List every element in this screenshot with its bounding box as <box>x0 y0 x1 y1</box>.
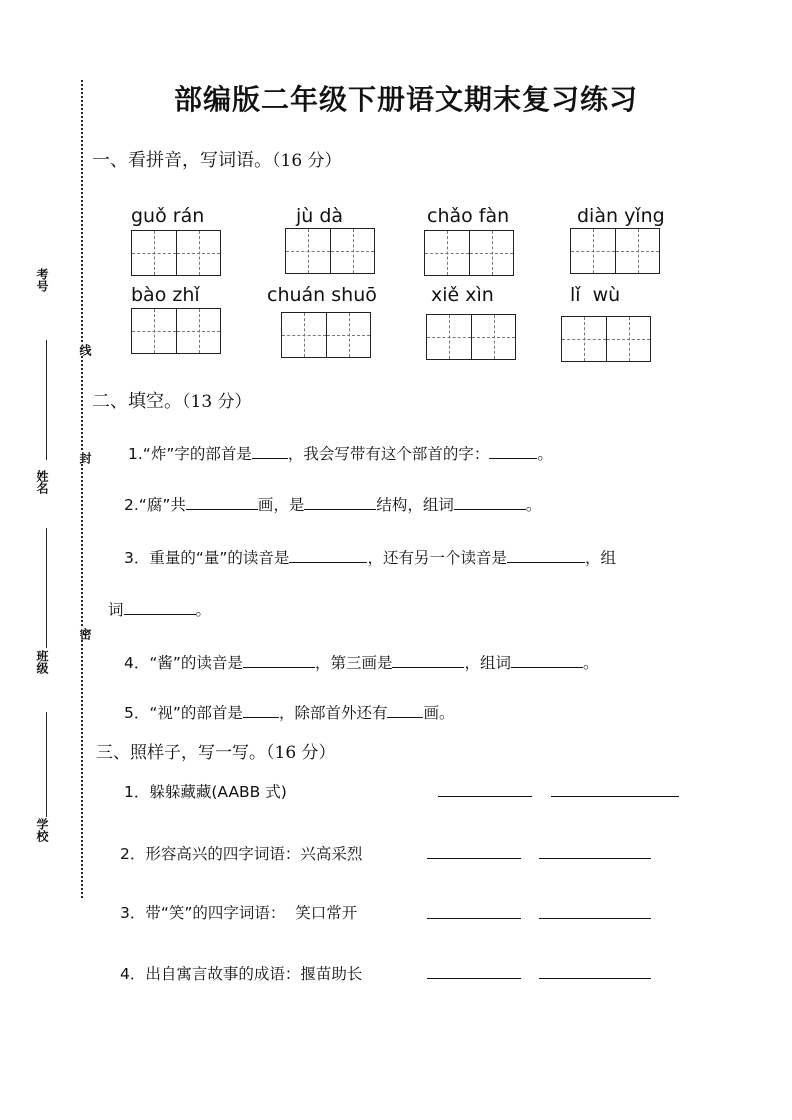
label-mi: 密 <box>78 628 92 640</box>
question-2-3 <box>124 546 616 568</box>
s3-item-3-label: 3．带“笑”的四字词语： 笑口常开 <box>120 904 358 922</box>
writing-grid-3[interactable] <box>424 230 514 276</box>
page-title: 部编版二年级下册语文期末复习练习 <box>173 83 638 116</box>
writing-grid-1[interactable] <box>131 230 221 276</box>
pinyin-baozhi: bào zhǐ <box>131 284 200 306</box>
section2-score: （13 分） <box>182 392 252 412</box>
label-xuexiao: 学校 <box>35 818 49 842</box>
xingming-fill-line <box>46 528 47 648</box>
question-2-4 <box>124 651 598 673</box>
q2-2-blank-3[interactable] <box>454 495 526 510</box>
q2-4-text-b: ，第三画是 <box>314 654 393 672</box>
q2-4-blank-1[interactable] <box>243 653 315 668</box>
s3-item-2-label: 2．形容高兴的四字词语：兴高采烈 <box>120 845 363 863</box>
q2-5-blank-1[interactable] <box>243 703 279 718</box>
label-xian: 线 <box>78 344 92 356</box>
section2-heading <box>92 387 252 413</box>
q2-3-blank-2[interactable] <box>507 548 585 563</box>
banji-fill-line <box>46 712 47 817</box>
q2-5-blank-2[interactable] <box>387 703 423 718</box>
writing-grid-4[interactable] <box>570 228 660 274</box>
section3-score: （16 分） <box>266 743 336 763</box>
s3-item-4-blank-2[interactable] <box>539 978 651 979</box>
s3-item-4-blank-1[interactable] <box>427 978 521 979</box>
pinyin-xiexin: xiě xìn <box>431 284 494 306</box>
q2-1-blank-1[interactable] <box>252 444 288 459</box>
q2-2-blank-2[interactable] <box>304 495 376 510</box>
writing-grid-5[interactable] <box>131 308 221 354</box>
q2-5-text-c: 画。 <box>423 704 455 722</box>
q2-4-blank-2[interactable] <box>392 653 464 668</box>
q2-2-blank-1[interactable] <box>186 495 258 510</box>
s3-item-2-blank-2[interactable] <box>539 858 651 859</box>
section3-heading <box>96 738 336 763</box>
pinyin-chaofan: chǎo fàn <box>427 205 510 227</box>
pinyin-liwu: lǐ wù <box>570 284 621 306</box>
kaohao-fill-line <box>46 340 47 460</box>
q2-3-blank-1[interactable] <box>289 548 367 563</box>
q2-1-text-a: 1.“炸”字的部首是 <box>128 445 252 463</box>
q2-4-blank-3[interactable] <box>511 653 583 668</box>
q2-4-text-d: 。 <box>582 654 599 672</box>
q2-2-text-b: 画，是 <box>257 496 305 514</box>
q2-3-text-c: ，组 <box>584 549 616 567</box>
writing-grid-8[interactable] <box>561 316 651 362</box>
s3-item-1-blank-2[interactable] <box>551 796 679 797</box>
label-banji: 班级 <box>35 650 49 674</box>
binding-dotted-line <box>81 80 83 898</box>
q2-3-text-d: 词 <box>108 601 124 619</box>
s3-item-2-blank-1[interactable] <box>427 858 521 859</box>
s3-item-4-label: 4．出自寓言故事的成语：揠苗助长 <box>120 965 363 983</box>
q2-1-text-b: ，我会写带有这个部首的字： <box>287 445 490 463</box>
q2-1-blank-2[interactable] <box>489 444 537 459</box>
pinyin-juda: jù dà <box>296 205 344 227</box>
q2-4-text-a: 4．“酱”的读音是 <box>124 654 243 672</box>
section1-score: （16 分） <box>272 151 342 171</box>
section1-heading <box>92 146 342 172</box>
q2-3-text-b: ，还有另一个读音是 <box>367 549 507 567</box>
s3-item-3-blank-2[interactable] <box>539 918 651 919</box>
section1-heading-text: 一、看拼音，写词语。 <box>92 150 272 171</box>
pinyin-chuanshuo: chuán shuō <box>267 284 377 306</box>
writing-grid-6[interactable] <box>281 312 371 358</box>
section3-heading-text: 三、照样子，写一写。 <box>96 743 266 763</box>
s3-item-1-blank-1[interactable] <box>438 796 532 797</box>
label-feng: 封 <box>78 452 92 464</box>
label-kaohao: 考号 <box>35 268 49 292</box>
s3-item-1-label: 1．躲躲藏藏(AABB 式) <box>124 783 287 801</box>
pinyin-guoran: guǒ rán <box>131 205 205 227</box>
q2-2-text-c: 结构，组词 <box>376 496 454 514</box>
q2-5-text-b: ，除部首外还有 <box>278 704 388 722</box>
question-2-5 <box>124 701 454 723</box>
q2-2-text-d: 。 <box>525 496 542 514</box>
q2-1-text-c: 。 <box>537 445 553 463</box>
question-2-3-cont <box>108 598 211 620</box>
q2-3-text-a: 3．重量的“量”的读音是 <box>124 549 290 567</box>
s3-item-3-blank-1[interactable] <box>427 918 521 919</box>
section2-heading-text: 二、填空。 <box>92 391 182 412</box>
question-2-1 <box>128 442 553 464</box>
q2-3-text-e: 。 <box>195 601 212 619</box>
q2-3-blank-3[interactable] <box>124 600 196 615</box>
label-xingming: 姓名 <box>35 470 49 494</box>
pinyin-dianying: diàn yǐng <box>577 205 665 227</box>
question-2-2 <box>124 493 541 515</box>
writing-grid-7[interactable] <box>426 314 516 360</box>
q2-2-text-a: 2.“腐”共 <box>124 496 186 514</box>
q2-5-text-a: 5．“视”的部首是 <box>124 704 243 722</box>
writing-grid-2[interactable] <box>285 228 375 274</box>
q2-4-text-c: ，组词 <box>464 654 511 672</box>
